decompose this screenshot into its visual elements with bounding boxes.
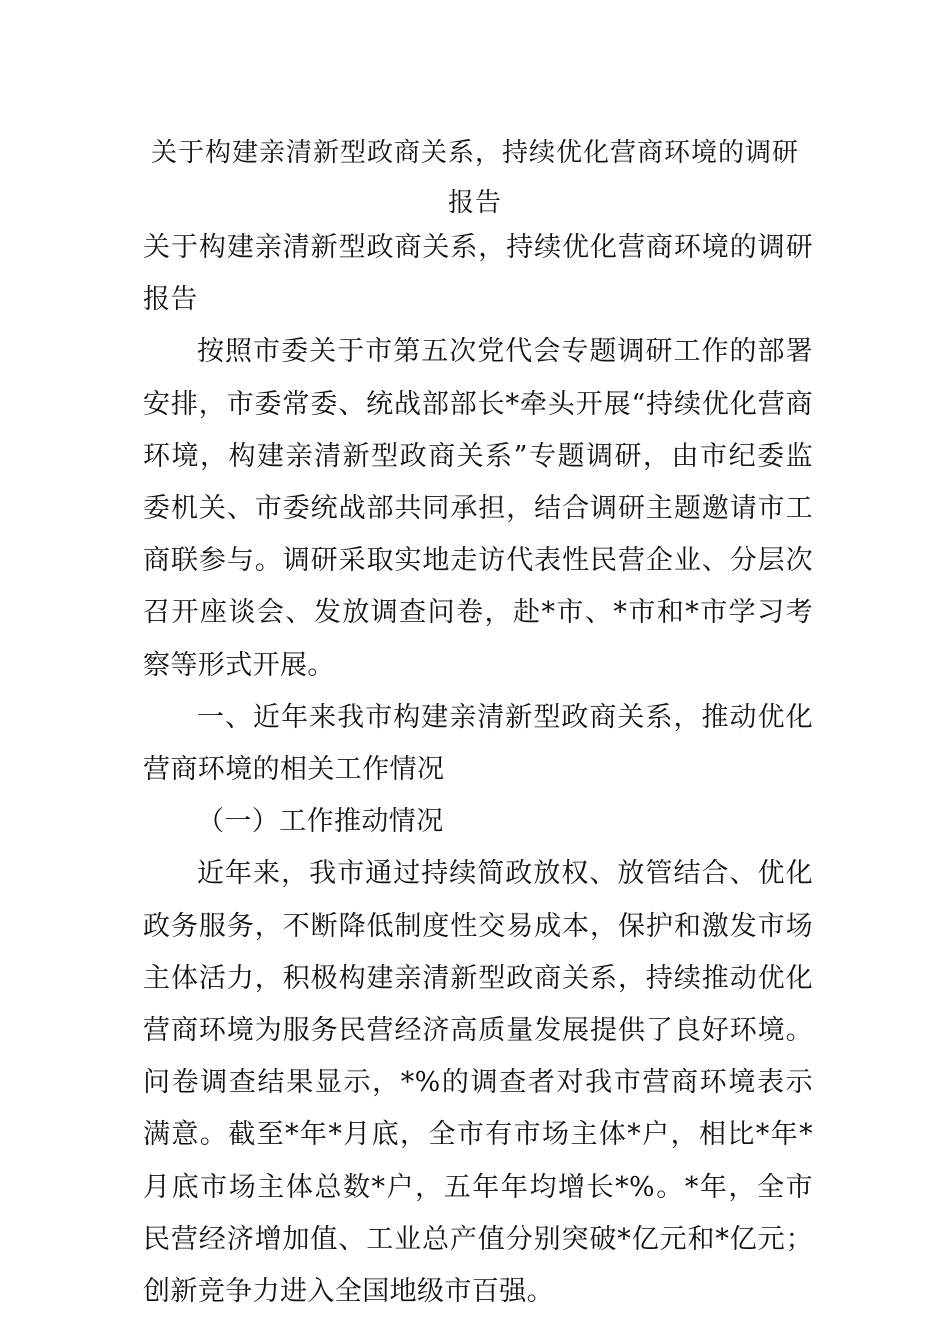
document-body bbox=[143, 222, 813, 1318]
intro-paragraph: 按照市委关于市第五次党代会专题调研工作的部署安排，市委常委、统战部部长*牵头开展“持续优化营商环境，构建亲清新型政商关系”专题调研，由市纪委监委机关、市委统战部共同承担，结合调研主题邀请市工商联参与。调研采取实地走访代表性民营企业、分层次召开座谈会、发放调查问卷，赴*市、*市和*市学习考察等形式开展。 bbox=[143, 336, 813, 681]
section-one-heading: 一、近年来我市构建亲清新型政商关系，推动优化营商环境的相关工作情况 bbox=[143, 701, 813, 786]
subsection-one-heading: （一）工作推动情况 bbox=[197, 806, 444, 838]
document-title: 关于构建亲清新型政商关系，持续优化营商环境的调研报告 bbox=[150, 138, 799, 218]
repeated-title: 关于构建亲清新型政商关系，持续优化营商环境的调研报告 bbox=[143, 232, 813, 316]
work-progress-paragraph: 近年来，我市通过持续简政放权、放管结合、优化政务服务，不断降低制度性交易成本，保护和激发市场主体活力，积极构建亲清新型政商关系，持续推动优化营商环境为服务民营经济高质量发展提供了良好环境。问卷调查结果显示，*%的调查者对我市营商环境表示满意。截至*年*月底，全市有市场主体*户，相比*年*月底市场主体总数*户，五年年均增长*%。*年，全市民营经济增加值、工业总产值分别突破*亿元和*亿元；创新竞争力进入全国地级市百强。 bbox=[143, 858, 813, 1308]
